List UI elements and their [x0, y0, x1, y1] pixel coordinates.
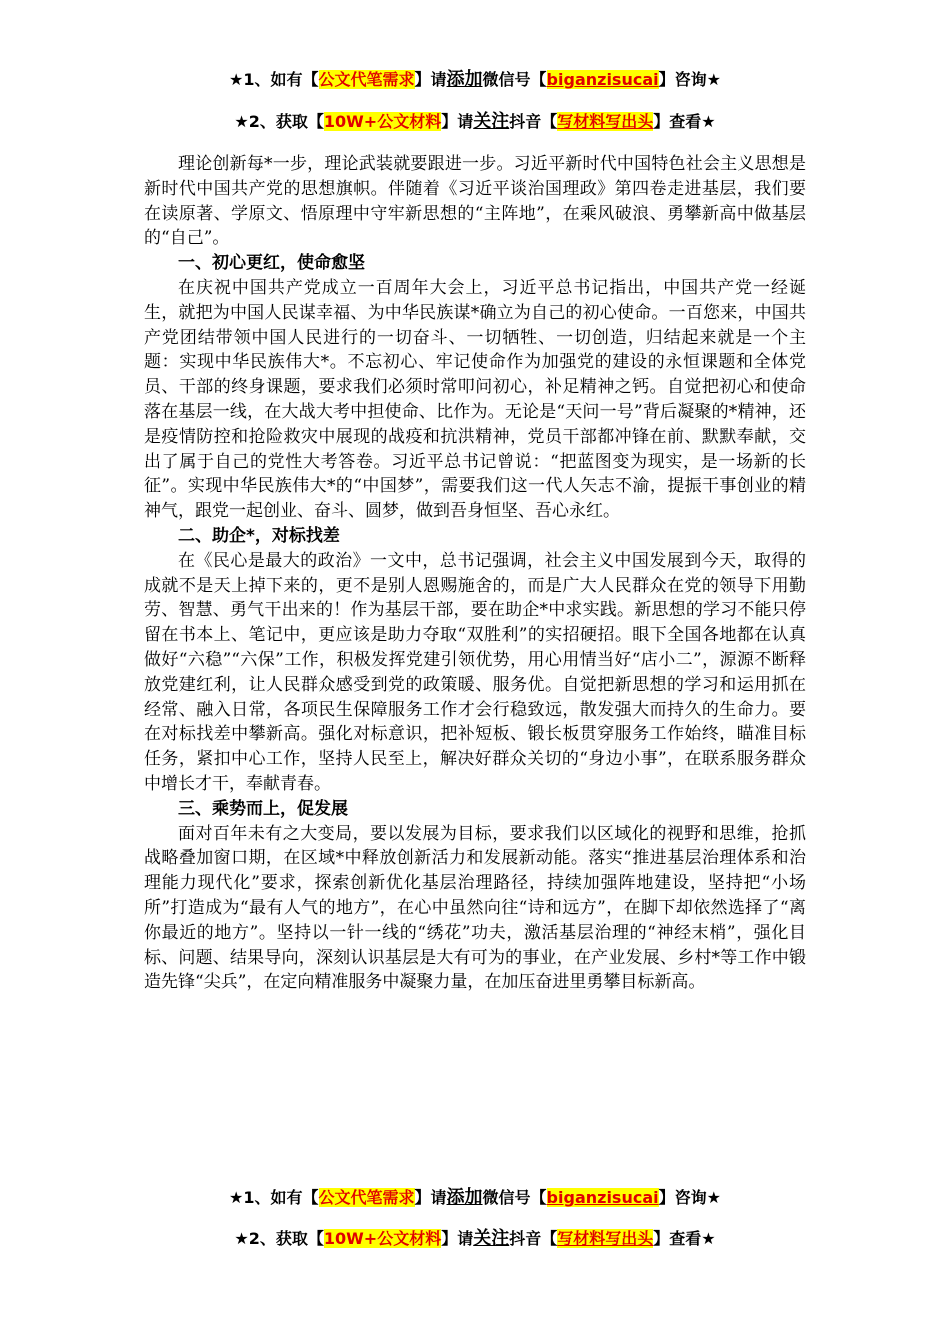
banner-text: 微信号【	[482, 70, 547, 89]
banner-text: ★2、获取【	[234, 112, 324, 131]
section-2-paragraph: 在《民心是最大的政治》一文中，总书记强调，社会主义中国发展到今天，取得的成就不是天上掉下来的，更不是别人恩赐施舍的，而是广大人民群众在党的领导下用勤劳、智慧、勇气干出来的！作为基层干部，要在助企*中求实践。新思想的学习不能只停留在书本上、笔记中，更应该是助力夺取“双胜利”的实招硬招。眼下全国各地都在认真做好“六稳”“六保”工作，积极发挥党建引领优势，用心用情当好“店小二”，源源不断释放党建红利，让人民群众感受到党的政策暖、服务优。自觉把新思想的学习和运用抓在经常、融入日常，各项民生保障服务工作才会行稳致远，散发强大而持久的生命力。要在对标找差中攀新高。强化对标意识，把补短板、锻长板贯穿服务工作始终，瞄准目标任务，紧扣中心工作，坚持人民至上，解决好群众关切的“身边小事”，在联系服务群众中增长才干，奉献青春。	[144, 550, 806, 794]
banner-text: 】查看★	[653, 1229, 716, 1248]
banner-emphasis: 添加	[446, 1187, 483, 1208]
top-banner-line-2	[0, 110, 950, 134]
douyin-id: 写材料写出头	[557, 1229, 654, 1248]
banner-text: 】请	[441, 1229, 474, 1248]
section-2-heading: 二、助企*，对标找差	[178, 525, 340, 546]
banner-text: 】咨询★	[658, 1188, 721, 1207]
banner-text: ★1、如有【	[229, 70, 319, 89]
banner-emphasis: 添加	[446, 69, 483, 90]
bottom-banner-line-1	[0, 1186, 950, 1210]
banner-highlight: 公文代笔需求	[318, 1188, 415, 1207]
banner-text: 】请	[414, 70, 447, 89]
banner-text: 微信号【	[482, 1188, 547, 1207]
top-banner-line-1	[0, 68, 950, 92]
wechat-id: biganzisucai	[546, 1188, 659, 1207]
banner-emphasis: 关注	[473, 111, 510, 132]
banner-highlight: 公文代笔需求	[318, 70, 415, 89]
section-1-paragraph: 在庆祝中国共产党成立一百周年大会上，习近平总书记指出，中国共产党一经诞生，就把为中国人民谋幸福、为中华民族谋*确立为自己的初心使命。一百您来，中国共产党团结带领中国人民进行的一切奋斗、一切牺牲、一切创造，归结起来就是一个主题：实现中华民族伟大*。不忘初心、牢记使命作为加强党的建设的永恒课题和全体党员、干部的终身课题，要求我们必须时常叩问初心，补足精神之钙。自觉把初心和使命落在基层一线，在大战大考中担使命、比作为。无论是“天问一号”背后凝聚的*精神，还是疫情防控和抢险救灾中展现的战疫和抗洪精神，党员干部都冲锋在前、默默奉献，交出了属于自己的党性大考答卷。习近平总书记曾说：“把蓝图变为现实，是一场新的长征”。实现中华民族伟大*的“中国梦”，需要我们这一代人矢志不渝，提振干事创业的精神气，跟党一起创业、奋斗、圆梦，做到吾身恒坚、吾心永红。	[144, 277, 806, 522]
section-3-paragraph: 面对百年未有之大变局，要以发展为目标，要求我们以区域化的视野和思维，抢抓战略叠加窗口期，在区域*中释放创新活力和发展新动能。落实“推进基层治理体系和治理能力现代化”要求，探索创新优化基层治理路径，持续加强阵地建设，坚持把“小场所”打造成为“最有人气的地方”，在心中虽然向往“诗和远方”，在脚下却依然选择了“离你最近的地方”。坚持以一针一线的“绣花”功夫，激活基层治理的“神经末梢”，强化目标、问题、结果导向，深刻认识基层是大有可为的事业，在产业发展、乡村*等工作中锻造先锋“尖兵”，在定向精准服务中凝聚力量，在加压奋进里勇攀目标新高。	[144, 823, 806, 993]
banner-highlight: 10W+公文材料	[323, 112, 442, 131]
section-1-heading: 一、初心更红，使命愈坚	[178, 253, 365, 274]
wechat-id: biganzisucai	[546, 70, 659, 89]
bottom-banner-line-2	[0, 1227, 950, 1251]
banner-text: 】查看★	[653, 112, 716, 131]
section-3-heading: 三、乘势而上，促发展	[178, 798, 348, 819]
banner-emphasis: 关注	[473, 1228, 510, 1249]
article-body	[144, 152, 806, 995]
banner-text: 抖音【	[509, 1229, 558, 1248]
intro-paragraph: 理论创新每*一步，理论武装就要跟进一步。习近平新时代中国特色社会主义思想是新时代中国共产党的思想旗帜。伴随着《习近平谈治国理政》第四卷走进基层，我们要在读原著、学原文、悟原理中守牢新思想的“主阵地”，在乘风破浪、勇攀新高中做基层的“自己”。	[144, 154, 806, 249]
banner-text: ★2、获取【	[234, 1229, 324, 1248]
banner-text: 】请	[414, 1188, 447, 1207]
banner-text: 】请	[441, 112, 474, 131]
banner-text: ★1、如有【	[229, 1188, 319, 1207]
douyin-id: 写材料写出头	[557, 112, 654, 131]
banner-highlight: 10W+公文材料	[323, 1229, 442, 1248]
banner-text: 】咨询★	[658, 70, 721, 89]
banner-text: 抖音【	[509, 112, 558, 131]
